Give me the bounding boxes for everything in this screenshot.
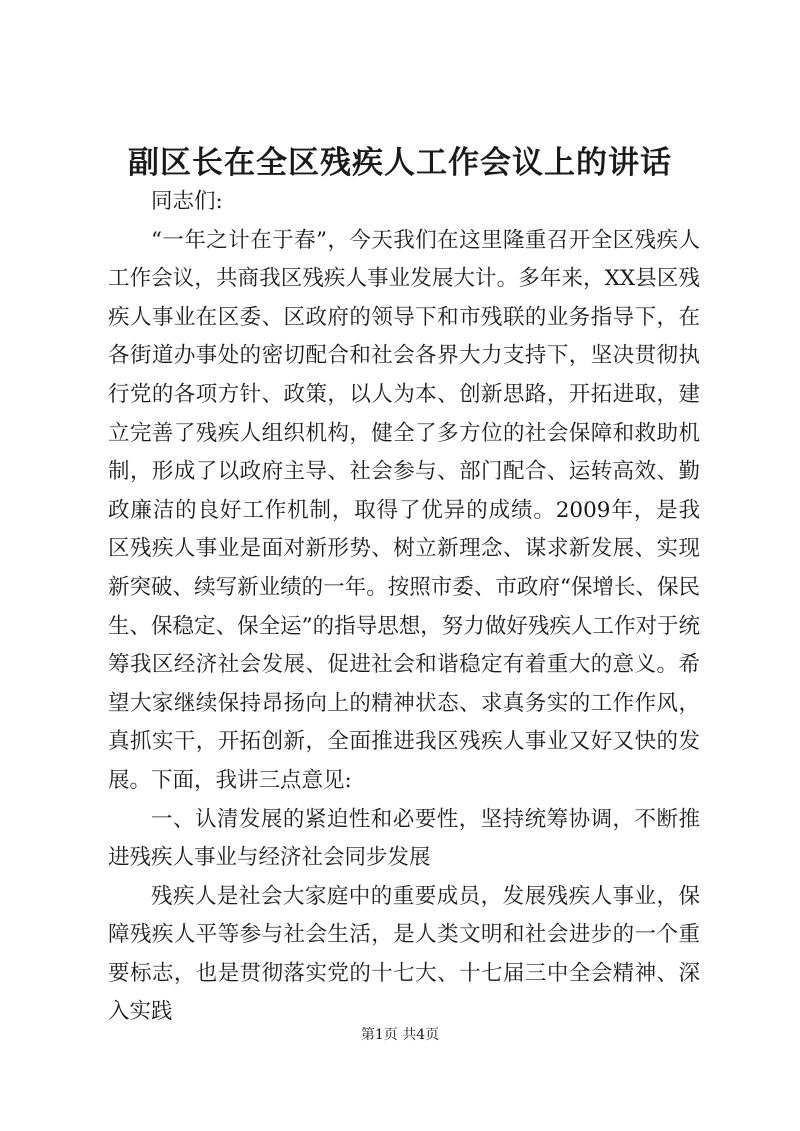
section-heading-one: 一、认清发展的紧迫性和必要性，坚持统筹协调，不断推进残疾人事业与经济社会同步发展 bbox=[108, 806, 700, 871]
page-footer: 第1页 共4页 bbox=[360, 1027, 440, 1043]
paragraph-opening: “一年之计在于春”，今天我们在这里隆重召开全区残疾人工作会议，共商我区残疾人事业发展大计。多年来，XX县区残疾人事业在区委、区政府的领导下和市残联的业务指导下，在各街道办事处的密切配合和社会各界大力支持下，坚决贯彻执行党的各项方针、政策，以人为本、创新思路，开拓进取，建立完善了残疾人组织机构，健全了多方位的社会保障和救助机制，形成了以政府主导、社会参与、部门配合、运转高效、勤政廉洁的良好工作机制，取得了优异的成绩。2009年，是我区残疾人事业是面对新形势、树立新理念、谋求新发展、实现新突破、续写新业绩的一年。按照市委、市政府“保增长、保民生、保稳定、保全运”的指导思想，努力做好残疾人工作对于统筹我区经济社会发展、促进社会和谐稳定有着重大的意义。希望大家继续保持昂扬向上的精神状态、求真务实的工作作风，真抓实干，开拓创新，全面推进我区残疾人事业又好又快的发展。下面，我讲三点意见: bbox=[108, 227, 700, 793]
document-body bbox=[108, 183, 700, 1032]
page-title: 副区长在全区残疾人工作会议上的讲话 bbox=[128, 145, 672, 181]
salutation: 同志们: bbox=[151, 189, 223, 214]
paragraph-section-one: 残疾人是社会大家庭中的重要成员，发展残疾人事业，保障残疾人平等参与社会生活，是人类文明和社会进步的一个重要标志，也是贯彻落实党的十七大、十七届三中全会精神、深入实践 bbox=[108, 883, 700, 1025]
